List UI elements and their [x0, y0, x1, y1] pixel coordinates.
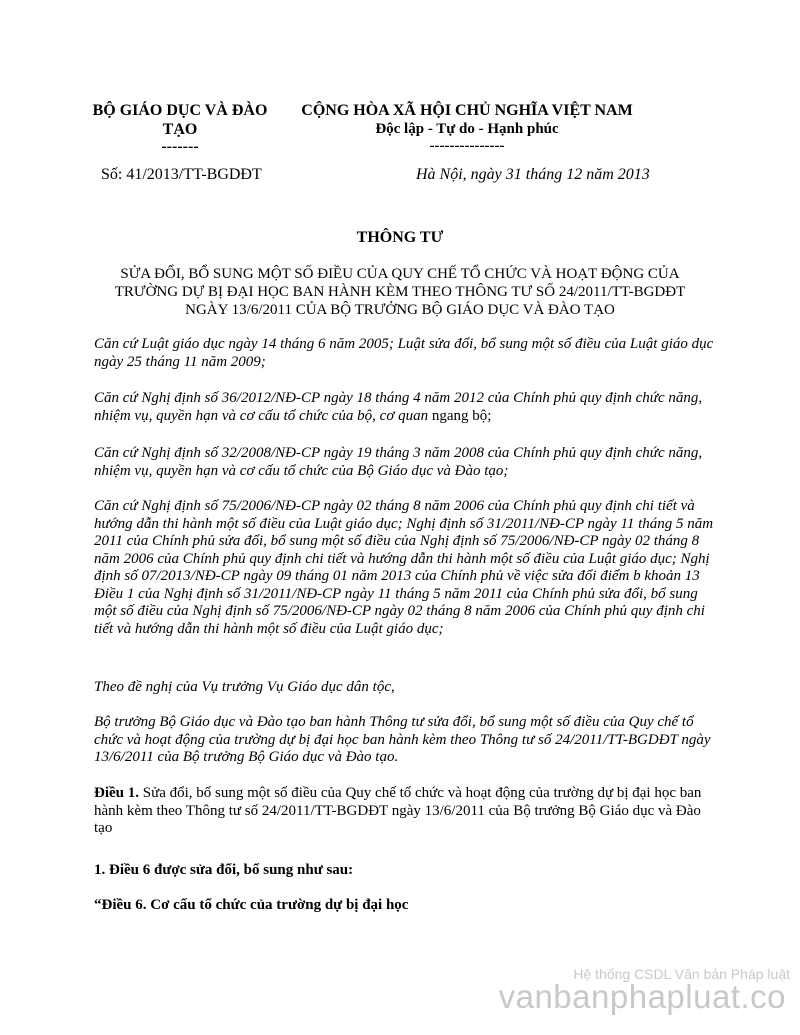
article-1-label: Điều 1. [94, 785, 139, 801]
document-type-title: THÔNG TƯ [356, 229, 444, 246]
ministry-name-line2: TẠO [162, 121, 198, 138]
preamble-decree-36-italic: Căn cứ Nghị định số 36/2012/NĐ-CP ngày 18 tháng 4 năm 2012 của Chính phủ quy định chức năng, nhiệm vụ, quyền hạn và cơ cấu tổ chức của bộ, cơ quan [94, 390, 703, 424]
preamble-education-law: Căn cứ Luật giáo dục ngày 14 tháng 6 năm 2005; Luật sửa đổi, bổ sung một số điều của Luật giáo dục ngày 25 tháng 11 năm 2009; [94, 336, 714, 370]
preamble-decree-36 [94, 390, 714, 425]
watermark-line-1: Hệ thống CSDL Văn bản Pháp luật [573, 966, 790, 982]
ministry-name-line1: BỘ GIÁO DỤC VÀ ĐÀO [92, 102, 268, 119]
article-1 [94, 785, 714, 838]
subject-line-2: TRƯỜNG DỰ BỊ ĐẠI HỌC BAN HÀNH KÈM THEO THÔNG TƯ SỐ 24/2011/TT-BGDĐT [114, 284, 686, 300]
preamble-decree-32: Căn cứ Nghị định số 32/2008/NĐ-CP ngày 19 tháng 3 năm 2008 của Chính phủ quy định chức năng, nhiệm vụ, quyền hạn và cơ cấu tổ chức của Bộ Giáo dục và Đào tạo; [94, 445, 703, 479]
preamble-decree-75: Căn cứ Nghị định số 75/2006/NĐ-CP ngày 02 tháng 8 năm 2006 của Chính phủ quy định chi tiết và hướng dẫn thi hành một số điều của Luật giáo dục; Nghị định số 31/2011/NĐ-CP ngày 11 tháng 5 năm 2011 của Chính phủ sửa đổi, bổ sung một số điều của Nghị định số 75/2006/NĐ-CP ngày 02 tháng 8 năm 2006 của Chính phủ quy định chi tiết và hướng dẫn thi hành một số điều của Luật giáo dục; Nghị định số 07/2013/NĐ-CP ngày 09 tháng 01 năm 2013 của Chính phủ về việc sửa đổi điểm b khoản 13 Điều 1 của Nghị định số 31/2011/NĐ-CP ngày 11 tháng 5 năm 2011 của Chính phủ sửa đổi, bổ sung một số điều của Nghị định số 75/2006/NĐ-CP ngày 02 tháng 8 năm 2006 của Chính phủ quy định chi tiết và hướng dẫn thi hành một số điều của Luật giáo dục; [94, 498, 714, 637]
ministry-dash: ------- [161, 138, 199, 155]
motto: Độc lập - Tự do - Hạnh phúc [375, 121, 559, 137]
preamble-proposal: Theo đề nghị của Vụ trưởng Vụ Giáo dục dân tộc, [94, 679, 395, 695]
article-6-heading: “Điều 6. Cơ cấu tổ chức của trường dự bị đại học [94, 897, 409, 913]
document-number: Số: 41/2013/TT-BGDĐT [101, 166, 262, 183]
subject-line-1: SỬA ĐỔI, BỔ SUNG MỘT SỐ ĐIỀU CỦA QUY CHẾ TỔ CHỨC VÀ HOẠT ĐỘNG CỦA [120, 266, 680, 282]
place-date: Hà Nội, ngày 31 tháng 12 năm 2013 [416, 166, 650, 183]
subject-line-3: NGÀY 13/6/2011 CỦA BỘ TRƯỞNG BỘ GIÁO DỤC VÀ ĐÀO TẠO [185, 302, 615, 318]
motto-dash: --------------- [429, 138, 505, 154]
article-1-text: Sửa đổi, bổ sung một số điều của Quy chế tổ chức và hoạt động của trường dự bị đại học ban hành kèm theo Thông tư số 24/2011/TT-BGDĐT ngày 13/6/2011 của Bộ trưởng Bộ Giáo dục và Đào tạo [94, 785, 702, 836]
preamble-decree-36-normal: ngang bộ; [428, 407, 492, 424]
preamble-enactment: Bộ trưởng Bộ Giáo dục và Đào tạo ban hành Thông tư sửa đổi, bổ sung một số điều của Quy chế tổ chức và hoạt động của trường dự bị đại học ban hành kèm theo Thông tư số 24/2011/TT-BGDĐT ngày 13/6/2011 của Bộ trưởng Bộ Giáo dục và Đào tạo. [94, 714, 711, 765]
clause-1-heading: 1. Điều 6 được sửa đổi, bổ sung như sau: [94, 862, 354, 878]
country-name: CỘNG HÒA XÃ HỘI CHỦ NGHĨA VIỆT NAM [301, 102, 633, 119]
watermark-line-2: vanbanphapluat.co [498, 978, 786, 1015]
